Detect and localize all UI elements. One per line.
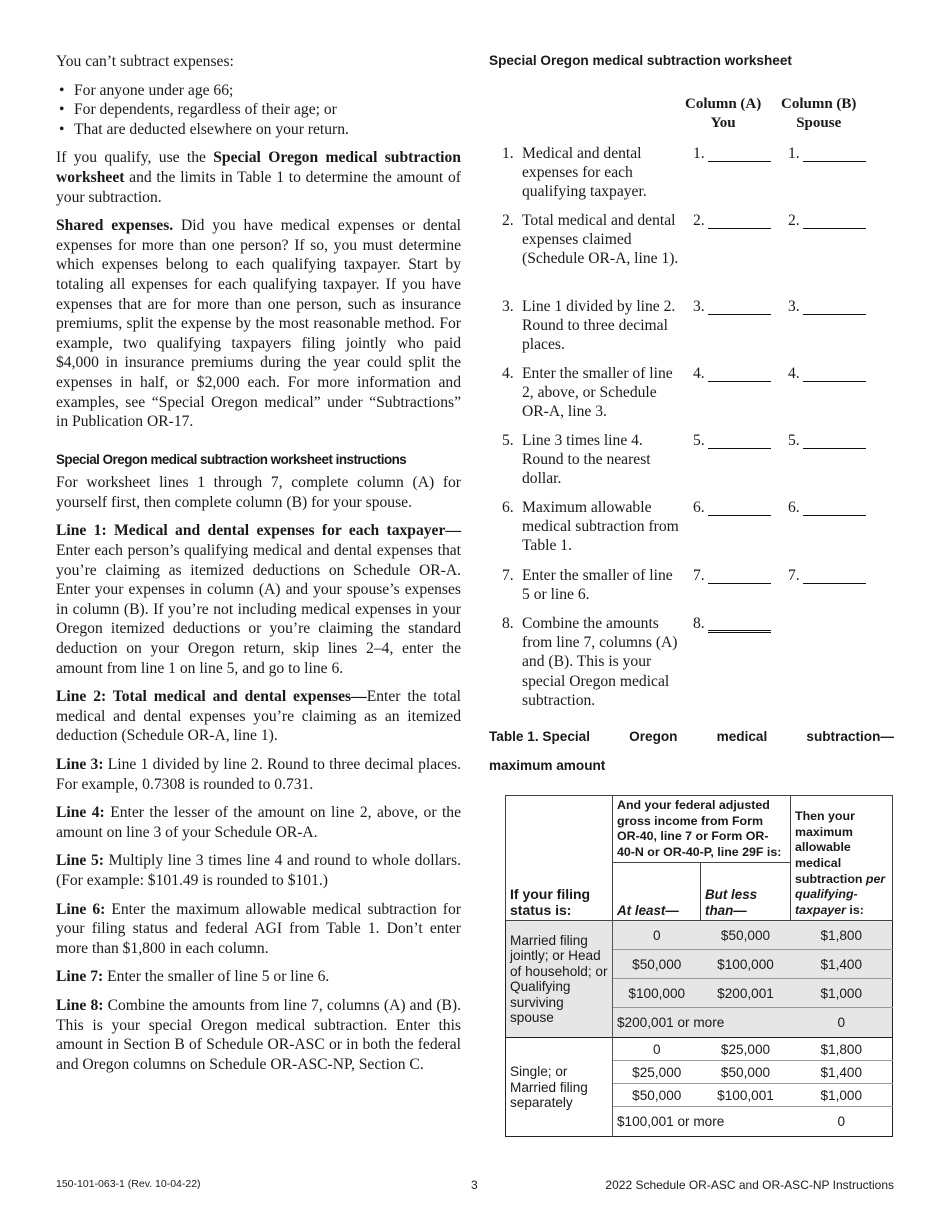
max-amount: $1,000	[791, 979, 893, 1008]
less-than: $100,001	[701, 1084, 791, 1107]
line-5-instruction	[56, 851, 461, 890]
text: Table 1. Special	[489, 729, 590, 744]
less-than: $25,000	[701, 1038, 791, 1061]
page-number: 3	[471, 1178, 478, 1192]
max-amount: $1,400	[791, 1061, 893, 1084]
line-description: Line 3 times line 4. Round to the nearest dollar.	[522, 432, 651, 488]
column-a-entry[interactable]	[693, 144, 705, 163]
line-number: 5.	[502, 432, 514, 449]
column-b-entry[interactable]	[788, 431, 800, 450]
entry-number: 3.	[693, 298, 705, 315]
at-least: $50,000	[613, 1084, 701, 1107]
text: Enter the maximum allowable medical subtraction for your filing status and federal AGI from Table 1. Don’t enter more than $1,800 in each column.	[56, 900, 461, 957]
instructions-column	[56, 52, 461, 1083]
line-number: 3.	[502, 298, 514, 315]
header-less-than: But less than—	[701, 863, 791, 921]
column-a-entry[interactable]	[693, 614, 705, 633]
bold-text: Line 7:	[56, 968, 104, 986]
list-item: • For dependents, regardless of their age; or	[56, 100, 461, 120]
instructions-heading: Special Oregon medical subtraction worksheet instructions	[56, 451, 407, 467]
bold-text: Line 6:	[56, 900, 106, 918]
header-filing-status: If your filing status is:	[506, 796, 613, 921]
text: Column (B)	[781, 96, 857, 112]
column-b-entry[interactable]	[788, 144, 800, 163]
text: medical	[716, 729, 768, 744]
bold-text: Line 1: Medical and dental expenses for each taxpayer—	[56, 522, 461, 540]
max-amount: $1,800	[791, 921, 893, 950]
less-than: $50,000	[701, 1061, 791, 1084]
entry-number: 6.	[788, 499, 800, 516]
column-a-entry[interactable]	[693, 364, 705, 383]
line-description: Maximum allowable medical subtraction from Table 1.	[522, 499, 679, 555]
shared-expenses-paragraph	[56, 216, 461, 432]
at-least: 0	[613, 921, 701, 950]
worksheet-column	[489, 0, 894, 1230]
entry-line[interactable]	[708, 381, 771, 382]
list-item: • That are deducted elsewhere on your return.	[56, 120, 461, 140]
column-b-entry[interactable]	[788, 566, 800, 585]
column-a-entry[interactable]	[693, 498, 705, 517]
text: per qualifying-taxpayer	[795, 871, 886, 917]
entry-number: 8.	[693, 615, 705, 632]
text: and the limits in Table 1 to determine the amount of your subtraction.	[56, 168, 461, 206]
text: Oregon	[629, 729, 678, 744]
less-than: $200,001	[701, 979, 791, 1008]
entry-line[interactable]	[803, 314, 866, 315]
table-title	[489, 722, 894, 780]
entry-number: 4.	[693, 365, 705, 382]
worksheet-title: Special Oregon medical subtraction worksheet	[489, 53, 792, 68]
bold-text: Shared expenses.	[56, 217, 174, 235]
entry-number: 4.	[788, 365, 800, 382]
text: Column (A)	[685, 96, 762, 112]
line-2-instruction	[56, 687, 461, 746]
entry-number: 1.	[693, 145, 705, 162]
entry-number: 5.	[788, 432, 800, 449]
line-number: 8.	[502, 615, 514, 632]
entry-line[interactable]	[708, 314, 771, 315]
max-amount: $1,800	[791, 1038, 893, 1061]
at-least: $25,000	[613, 1061, 701, 1084]
text: Line 1 divided by line 2. Round to three decimal places. For example, 0.7308 is rounded to 0.731.	[56, 756, 461, 793]
line-number: 2.	[502, 212, 514, 229]
entry-number: 7.	[693, 567, 705, 584]
line-4-instruction	[56, 803, 461, 842]
column-b-entry[interactable]	[788, 364, 800, 383]
qualify-paragraph	[56, 148, 461, 207]
entry-line[interactable]	[708, 515, 771, 516]
text: Enter each person’s qualifying medical and dental expenses that you’re claiming as itemized deductions on Schedule OR-A. Enter your expenses in column (A) and your spouse’s expenses in column (B). If you’re not including medical expenses in your Oregon itemized deductions or you’re claiming the standard deduction on your Oregon return, skip lines 2–4, enter the amount from line 1 on line 5, and go to line 6.	[56, 542, 461, 677]
column-b-entry[interactable]	[788, 211, 800, 230]
text: Multiply line 3 times line 4 and round to whole dollars. (For example: $101.49 is rounded to $101.)	[56, 852, 462, 889]
column-a-header	[685, 95, 761, 133]
less-than: $100,000	[701, 950, 791, 979]
bold-text: Line 2: Total medical and dental expenses—	[56, 688, 367, 706]
entry-number: 2.	[693, 212, 705, 229]
text: Spouse	[796, 115, 842, 131]
less-than: $50,000	[701, 921, 791, 950]
line-description: Line 1 divided by line 2. Round to three decimal places.	[522, 298, 676, 354]
line-number: 6.	[502, 499, 514, 516]
instructions-intro: For worksheet lines 1 through 7, complete column (A) for yourself first, then complete column (B) for your spouse.	[56, 474, 461, 511]
bold-text: Line 8:	[56, 996, 104, 1014]
income-range: $200,001 or more	[613, 1008, 791, 1038]
bold-text: Line 3:	[56, 756, 104, 773]
footer-title: 2022 Schedule OR-ASC and OR-ASC-NP Instructions	[605, 1178, 894, 1192]
entry-number: 7.	[788, 567, 800, 584]
column-b-entry[interactable]	[788, 498, 800, 517]
entry-line[interactable]	[803, 228, 866, 229]
column-b-entry[interactable]	[788, 297, 800, 316]
at-least: $50,000	[613, 950, 701, 979]
max-amount: $1,400	[791, 950, 893, 979]
entry-number: 1.	[788, 145, 800, 162]
line-6-instruction	[56, 900, 461, 959]
max-amount: 0	[791, 1107, 893, 1137]
column-b-header	[781, 95, 856, 133]
column-a-entry[interactable]	[693, 431, 705, 450]
column-a-entry[interactable]	[693, 211, 705, 230]
entry-line[interactable]	[803, 515, 866, 516]
bold-text: Line 5:	[56, 852, 104, 870]
column-a-entry[interactable]	[693, 566, 705, 585]
text: Enter the smaller of line 5 or line 6.	[103, 968, 330, 986]
text: Did you have medical expenses or dental expenses for more than one person? If so, you must determine which expenses belong to each qualifying taxpayer. Start by totaling all expenses for each qualifying taxpayer. If you have expenses that are for more than one person, such as insurance premiums, split the expense by the most reasonable method. For example, two qualifying taxpayers filing jointly who paid $4,000 in insurance premiums during the year could split the expenses in half, or $2,000 each. For more information and examples, see “Special Oregon medical” under “Subtractions” in Publication OR-17.	[56, 217, 461, 431]
filing-status: Married filing jointly; or Head of household; or Qualifying surviving spouse	[506, 921, 613, 1038]
entry-number: 6.	[693, 499, 705, 516]
line-description: Enter the smaller of line 5 or line 6.	[522, 567, 673, 604]
entry-line[interactable]	[708, 448, 771, 449]
bold-text: Special Oregon medical subtraction worksheet	[56, 149, 461, 186]
filing-status: Single; or Married filing separately	[506, 1038, 613, 1137]
at-least: $100,000	[613, 979, 701, 1008]
max-amount: $1,000	[791, 1084, 893, 1107]
bold-text: Line 4:	[56, 804, 105, 822]
text: subtraction—	[806, 729, 894, 744]
header-max	[791, 796, 893, 921]
text: Then your maximum allowable medical subtraction	[795, 809, 866, 886]
line-description: Total medical and dental expenses claimed (Schedule OR-A, line 1).	[522, 212, 679, 268]
income-range: $100,001 or more	[613, 1107, 791, 1137]
entry-line[interactable]	[803, 583, 866, 584]
header-at-least: At least—	[613, 863, 701, 921]
entry-line[interactable]	[708, 228, 771, 229]
line-number: 4.	[502, 365, 514, 382]
line-description: Combine the amounts from line 7, columns (A) and (B). This is your special Oregon medical subtraction.	[522, 615, 678, 709]
line-3-instruction	[56, 755, 461, 794]
text: Combine the amounts from line 7, columns (A) and (B). This is your special Oregon medical subtraction. Enter this amount in Section B of Schedule OR-ASC or in both the federal and Oregon columns on Schedule OR-ASC-NP, Section C.	[56, 996, 462, 1073]
text: Enter the lesser of the amount on line 2, above, or the amount on line 3 of your Schedule OR-A.	[56, 804, 462, 841]
header-agi: And your federal adjusted gross income from Form OR-40, line 7 or Form OR-40-N or OR-40-P, line 29F is:	[613, 796, 791, 863]
text: is:	[845, 902, 864, 917]
table-row	[506, 1038, 893, 1061]
entry-line[interactable]	[803, 161, 866, 162]
text: Enter the total medical and dental expenses you’re claiming as an itemized deduction (Schedule OR-A, line 1).	[56, 688, 461, 745]
max-subtraction-table	[505, 795, 893, 1137]
entry-number: 3.	[788, 298, 800, 315]
intro-text: You can’t subtract expenses:	[56, 53, 234, 70]
at-least: 0	[613, 1038, 701, 1061]
entry-line[interactable]	[803, 448, 866, 449]
line-number: 7.	[502, 567, 514, 584]
table-row	[506, 921, 893, 950]
text: If you qualify, use the	[56, 149, 214, 167]
max-amount: 0	[791, 1008, 893, 1038]
line-1-instruction	[56, 521, 461, 678]
exclusion-list	[56, 81, 461, 140]
entry-number: 2.	[788, 212, 800, 229]
column-a-entry[interactable]	[693, 297, 705, 316]
entry-line[interactable]	[803, 381, 866, 382]
line-number: 1.	[502, 145, 514, 162]
entry-line[interactable]	[708, 161, 771, 162]
entry-line[interactable]	[708, 630, 771, 633]
entry-line[interactable]	[708, 583, 771, 584]
list-item: • For anyone under age 66;	[56, 81, 461, 101]
text: maximum amount	[489, 758, 606, 773]
line-8-instruction	[56, 996, 461, 1074]
line-description: Enter the smaller of line 2, above, or Schedule OR-A, line 3.	[522, 365, 673, 421]
entry-number: 5.	[693, 432, 705, 449]
line-description: Medical and dental expenses for each qualifying taxpayer.	[522, 145, 647, 201]
line-7-instruction	[56, 967, 461, 987]
text: You	[710, 115, 736, 131]
form-number: 150-101-063-1 (Rev. 10-04-22)	[56, 1178, 201, 1190]
